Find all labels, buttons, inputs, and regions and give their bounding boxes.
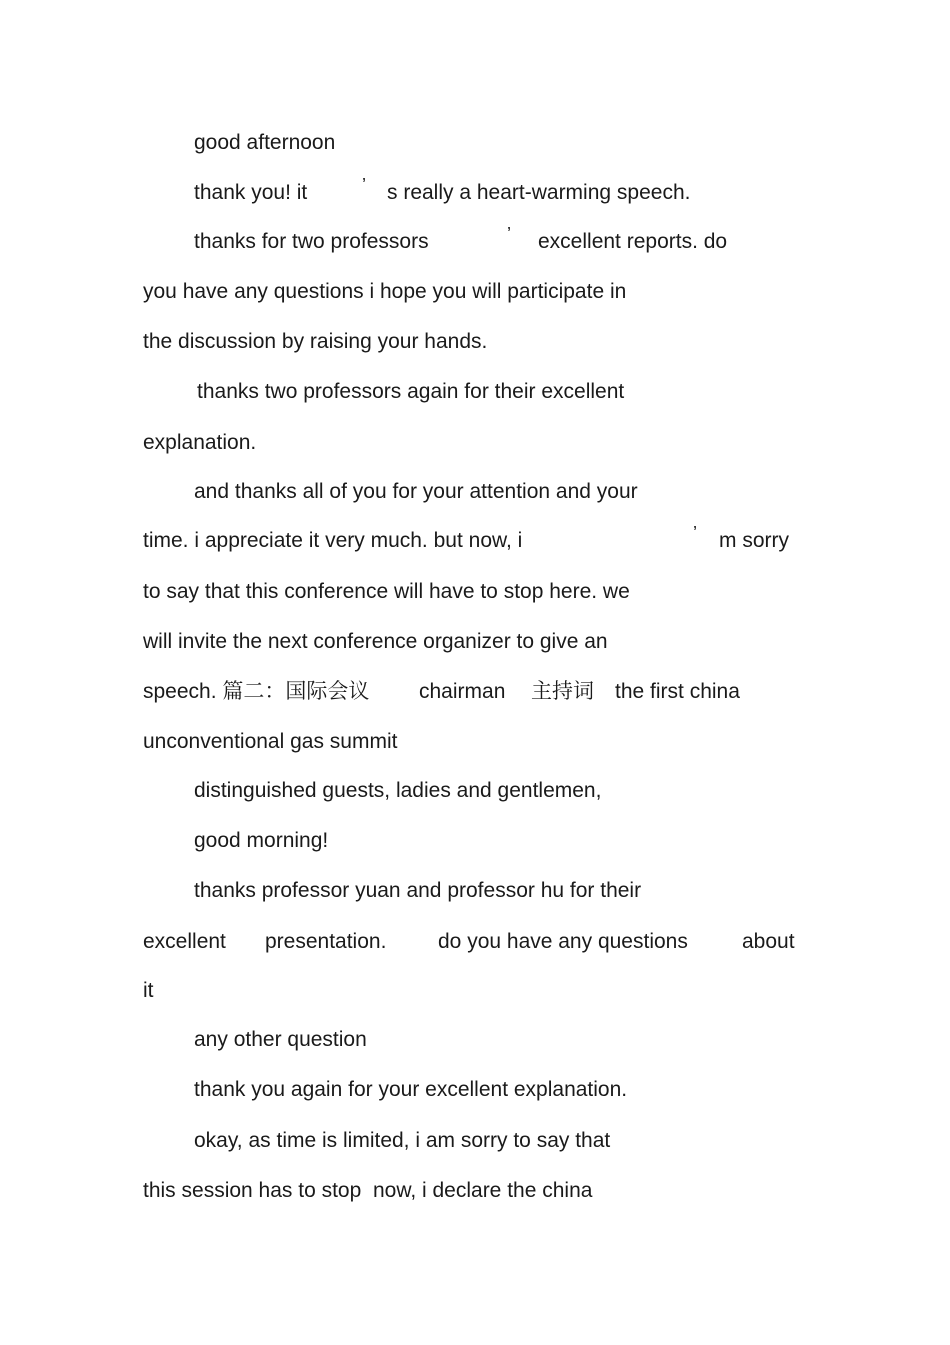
text-line: thank you! it — [194, 181, 308, 204]
text-line: good morning! — [194, 829, 329, 852]
text-line: time. i appreciate it very much. but now, i — [143, 529, 523, 552]
apostrophe-mark: ’ — [507, 224, 511, 244]
text-line: explanation. — [143, 431, 257, 454]
apostrophe-mark: ’ — [693, 523, 697, 543]
text-line: speech. 篇二：国际会议 — [143, 680, 370, 703]
text-line: thanks professor yuan and professor hu for their — [194, 879, 642, 902]
text-line: unconventional gas summit — [143, 730, 398, 753]
text-line: it — [143, 979, 154, 1002]
text-line: you have any questions i hope you will participate in — [143, 280, 627, 303]
text-line: distinguished guests, ladies and gentlemen, — [194, 779, 602, 802]
text-line: the discussion by raising your hands. — [143, 330, 488, 353]
text-line: thanks for two professors — [194, 230, 429, 253]
text-line: chairman — [419, 680, 506, 703]
text-line: do you have any questions — [438, 930, 688, 953]
text-line: excellent — [143, 930, 226, 953]
text-line: excellent reports. do — [538, 230, 728, 253]
text-line: to say that this conference will have to stop here. we — [143, 580, 630, 603]
text-line: and thanks all of you for your attention and your — [194, 480, 638, 503]
text-line: 主持词 — [531, 680, 594, 703]
text-line: thanks two professors again for their excellent — [197, 380, 625, 403]
text-line: s really a heart-warming speech. — [387, 181, 691, 204]
text-line: any other question — [194, 1028, 367, 1051]
apostrophe-mark: ’ — [362, 175, 366, 195]
text-line: presentation. — [265, 930, 387, 953]
text-line: the first china — [615, 680, 740, 703]
text-line: this session has to stop now, i declare the china — [143, 1179, 593, 1202]
text-line: will invite the next conference organizer to give an — [143, 630, 608, 653]
text-line: okay, as time is limited, i am sorry to say that — [194, 1129, 611, 1152]
text-line: m sorry — [719, 529, 789, 552]
text-line: thank you again for your excellent explanation. — [194, 1078, 628, 1101]
text-line: about — [742, 930, 795, 953]
text-line: good afternoon — [194, 131, 336, 154]
